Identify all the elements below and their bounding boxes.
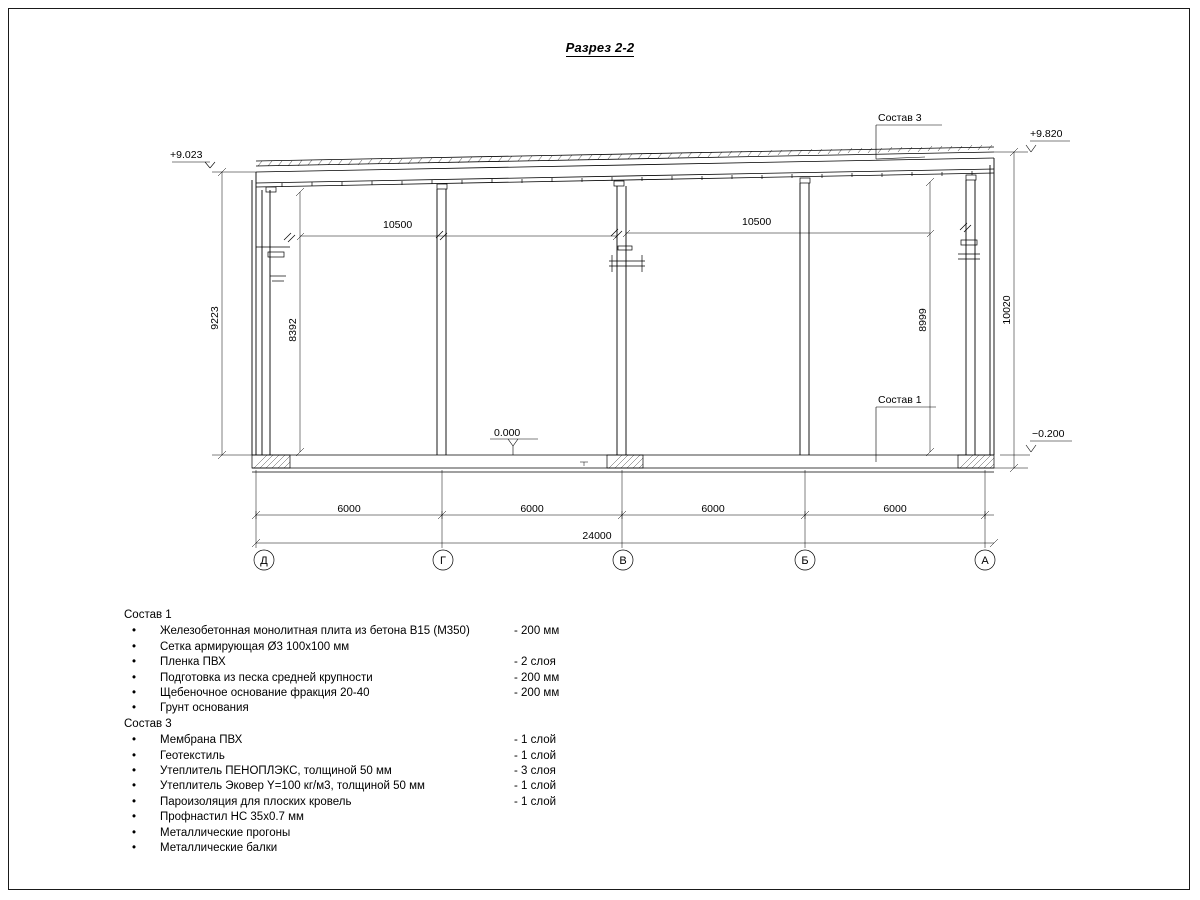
legend-item-text: Подготовка из песка средней крупности: [160, 671, 373, 684]
axis-label-v: В: [619, 555, 627, 567]
legend-item: [124, 701, 824, 716]
legend-item-value: - 1 слой: [514, 795, 557, 808]
legend-item-value: - 3 слоя: [514, 764, 556, 777]
bay-dim-2: 6000: [520, 503, 544, 515]
legend-item-text: Утеплитель ПЕНОПЛЭКС, толщиной 50 мм: [160, 764, 392, 777]
axis-label-d: Д: [260, 555, 268, 567]
legend-item: [124, 779, 824, 794]
bullet-icon: •: [132, 702, 137, 715]
legend-item-text: Утеплитель Эковер Y=100 кг/м3, толщиной 50 мм: [160, 780, 425, 793]
bullet-icon: •: [132, 625, 137, 638]
elevation-bottom: −0.200: [1032, 428, 1065, 440]
legend-item: [124, 795, 824, 810]
vdim-left-inner: 8392: [287, 318, 299, 342]
bullet-icon: •: [132, 749, 137, 762]
legend-item-value: - 1 слой: [514, 780, 557, 793]
bullet-icon: •: [132, 764, 137, 777]
legend-item-value: - 1 слой: [514, 734, 557, 747]
total-dim: 24000: [582, 530, 612, 542]
roof-assembly: [256, 145, 994, 192]
callout-roof: Состав 3: [878, 112, 922, 124]
legend-item-text: Пароизоляция для плоских кровель: [160, 795, 352, 808]
legend-item: [124, 671, 824, 686]
legend-item-text: Сетка армирующая Ø3 100x100 мм: [160, 640, 350, 653]
legend-group1-title: Состав 1: [124, 609, 172, 621]
legend-item: [124, 749, 824, 764]
floor-slab: [252, 455, 994, 472]
bullet-icon: •: [132, 734, 137, 747]
legend-item: [124, 764, 824, 779]
legend-item: [124, 810, 824, 825]
bullet-icon: •: [132, 640, 137, 653]
legend-block: [124, 608, 824, 856]
crane-beams: [256, 223, 980, 281]
legend-item-text: Грунт основания: [160, 702, 249, 715]
bay-dim-4: 6000: [883, 503, 907, 515]
callout-floor: Состав 1: [878, 394, 922, 406]
bullet-icon: •: [132, 811, 137, 824]
legend-item: [124, 841, 824, 856]
columns: [252, 158, 994, 455]
elevation-ground: 0.000: [494, 427, 521, 439]
drawing-title-text: Разрез 2-2: [565, 40, 635, 55]
legend-item: [124, 686, 824, 701]
axis-label-a: А: [981, 555, 989, 567]
vdim-left-outer: 9223: [209, 306, 221, 330]
dimension-lines: [212, 148, 1028, 548]
legend-item-value: - 1 слой: [514, 749, 557, 762]
legend-item: [124, 733, 824, 748]
legend-item-text: Железобетонная монолитная плита из бетона В15 (М350): [160, 625, 470, 638]
elevation-top-left: +9.023: [170, 149, 203, 161]
bay-dim-3: 6000: [701, 503, 725, 515]
legend-item-text: Мембрана ПВХ: [160, 734, 243, 747]
legend-item-value: - 200 мм: [514, 671, 560, 684]
vdim-right-outer: 10020: [1001, 295, 1013, 325]
legend-item-value: - 2 слоя: [514, 656, 556, 669]
legend-group3-title: Состав 3: [124, 717, 172, 730]
axis-label-g: Г: [440, 555, 446, 567]
legend-item-text: Геотекстиль: [160, 749, 225, 762]
legend-item-text: Профнастил НС 35x0.7 мм: [160, 811, 304, 824]
legend-item-text: Щебеночное основание фракция 20-40: [160, 686, 370, 699]
elevation-top-right: +9.820: [1030, 128, 1063, 140]
legend-item: [124, 640, 824, 655]
legend-item-value: - 200 мм: [514, 625, 560, 638]
legend-item: [124, 655, 824, 670]
bullet-icon: •: [132, 656, 137, 669]
legend-item-text: Пленка ПВХ: [160, 656, 226, 669]
vdim-right-inner: 8999: [917, 308, 929, 332]
bullet-icon: •: [132, 795, 137, 808]
callout-leaders: [876, 125, 942, 462]
bullet-icon: •: [132, 780, 137, 793]
bullet-icon: •: [132, 671, 137, 684]
elevation-markers: [172, 141, 1072, 455]
bullet-icon: •: [132, 841, 137, 854]
axis-label-b: Б: [801, 555, 809, 567]
bullet-icon: •: [132, 826, 137, 839]
legend-item: [124, 624, 824, 639]
span-label-right: 10500: [742, 216, 772, 228]
bullet-icon: •: [132, 686, 137, 699]
legend-item-text: Металлические балки: [160, 841, 278, 854]
legend-item: [124, 826, 824, 841]
legend-item-text: Металлические прогоны: [160, 826, 291, 839]
bay-dim-1: 6000: [337, 503, 361, 515]
legend-item-value: - 200 мм: [514, 686, 560, 699]
span-label-left: 10500: [383, 219, 413, 231]
